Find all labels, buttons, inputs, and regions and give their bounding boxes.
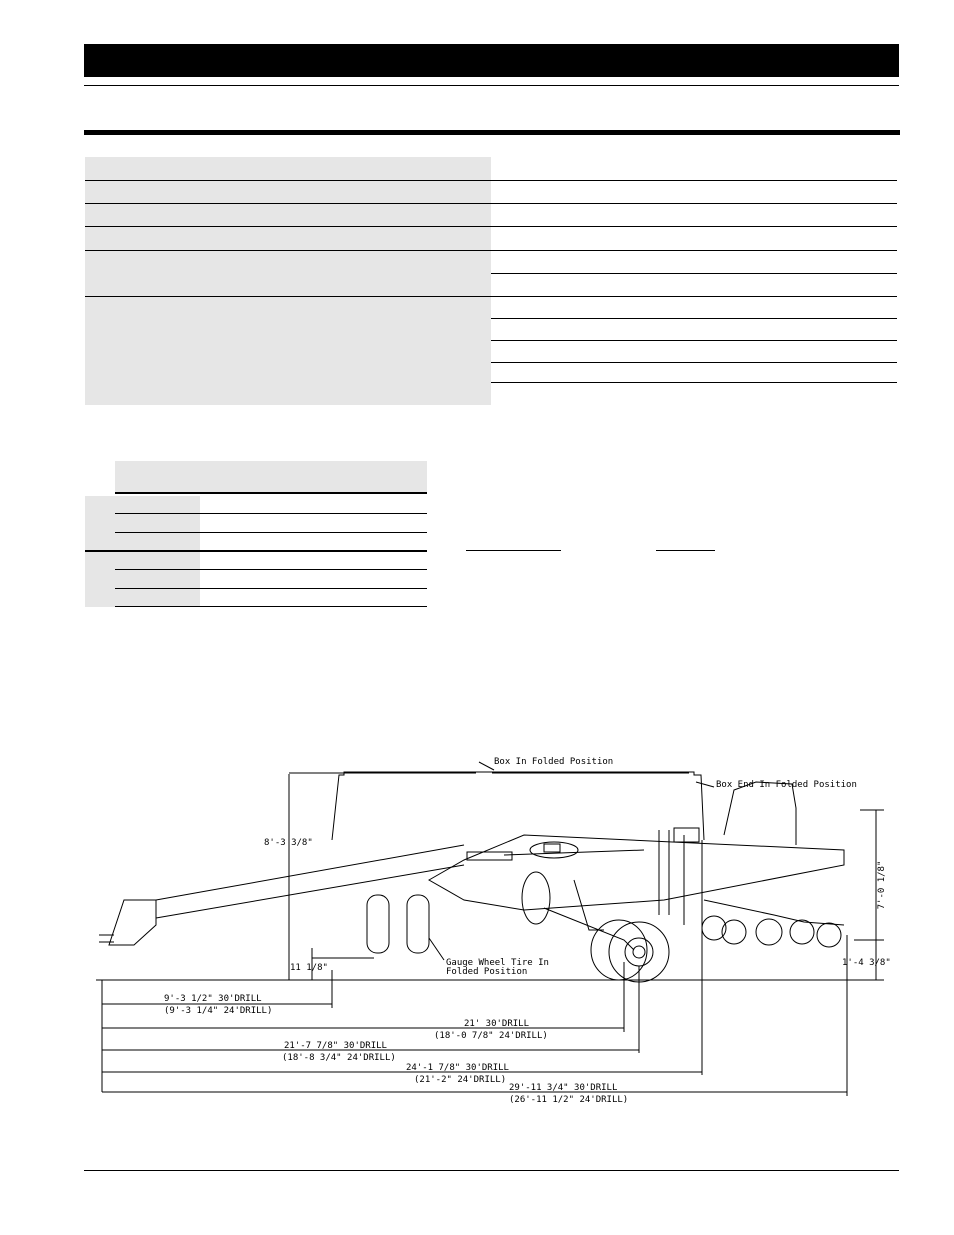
spec-row — [85, 157, 897, 181]
configuration-table-header — [115, 461, 427, 494]
leader-line — [429, 938, 444, 960]
header-rule — [84, 85, 899, 86]
underline-mark — [466, 550, 561, 551]
dim-4-30-drill: 24'-1 7/8" 30'DRILL — [406, 1063, 509, 1073]
label-box-end-folded: Box End In Folded Position — [716, 780, 857, 790]
dim-3-24-drill: (18'-8 3/4" 24'DRILL) — [282, 1053, 396, 1063]
table-rule — [115, 606, 427, 607]
table-rule — [115, 532, 427, 533]
spec-row — [85, 227, 897, 251]
dim-box-height: 8'-3 3/8" — [264, 838, 313, 848]
gauge-wheel-tire — [367, 895, 389, 953]
underline-mark — [656, 550, 715, 551]
opener-assembly — [702, 900, 844, 947]
spec-row — [85, 341, 897, 363]
dim-5-24-drill: (26'-11 1/2" 24'DRILL) — [509, 1095, 629, 1105]
spec-row — [85, 181, 897, 204]
label-box-folded: Box In Folded Position — [494, 757, 614, 767]
label-gauge-wheel-1: Gauge Wheel Tire In — [446, 958, 549, 968]
leader-line — [479, 762, 494, 770]
section-rule — [84, 130, 900, 135]
dim-4-24-drill: (21'-2" 24'DRILL) — [414, 1075, 507, 1085]
dim-1-30-drill: 9'-3 1/2" 30'DRILL — [164, 994, 262, 1004]
dim-1-24-drill: (9'-3 1/4" 24'DRILL) — [164, 1006, 273, 1016]
header-bar — [84, 44, 899, 77]
spec-row — [85, 204, 897, 227]
dim-2-30-drill: 21' 30'DRILL — [464, 1019, 530, 1029]
leader-line — [696, 782, 714, 787]
spec-row — [85, 251, 897, 274]
gauge-wheel-tire — [407, 895, 429, 953]
dim-5-30-drill: 29'-11 3/4" 30'DRILL — [509, 1083, 618, 1093]
hitch-tongue — [99, 845, 464, 945]
table-rule — [85, 550, 427, 552]
group-cell — [85, 496, 115, 550]
configuration-table — [85, 461, 427, 607]
table-rule — [115, 569, 427, 570]
group-cell — [85, 552, 115, 607]
box-end-outline — [724, 782, 796, 845]
dim-opener-height: 1'-4 3/8" — [842, 958, 891, 968]
footer-rule — [84, 1170, 899, 1171]
transport-wheels — [591, 920, 669, 982]
table-rule — [115, 513, 427, 514]
spec-row — [85, 274, 897, 297]
table-rule — [115, 588, 427, 589]
drill-dimension-drawing — [84, 740, 891, 1120]
dim-3-30-drill: 21'-7 7/8" 30'DRILL — [284, 1041, 387, 1051]
dim-box-end-height: 7'-0 1/8" — [877, 860, 887, 910]
spec-row — [85, 319, 897, 341]
dim-clearance: 11 1/8" — [290, 963, 328, 973]
spec-row — [85, 297, 897, 319]
specifications-table — [85, 157, 897, 405]
label-gauge-wheel-2: Folded Position — [446, 967, 528, 977]
dim-2-24-drill: (18'-0 7/8" 24'DRILL) — [434, 1031, 548, 1041]
folded-box-outline — [332, 772, 704, 840]
spec-row — [85, 363, 897, 383]
